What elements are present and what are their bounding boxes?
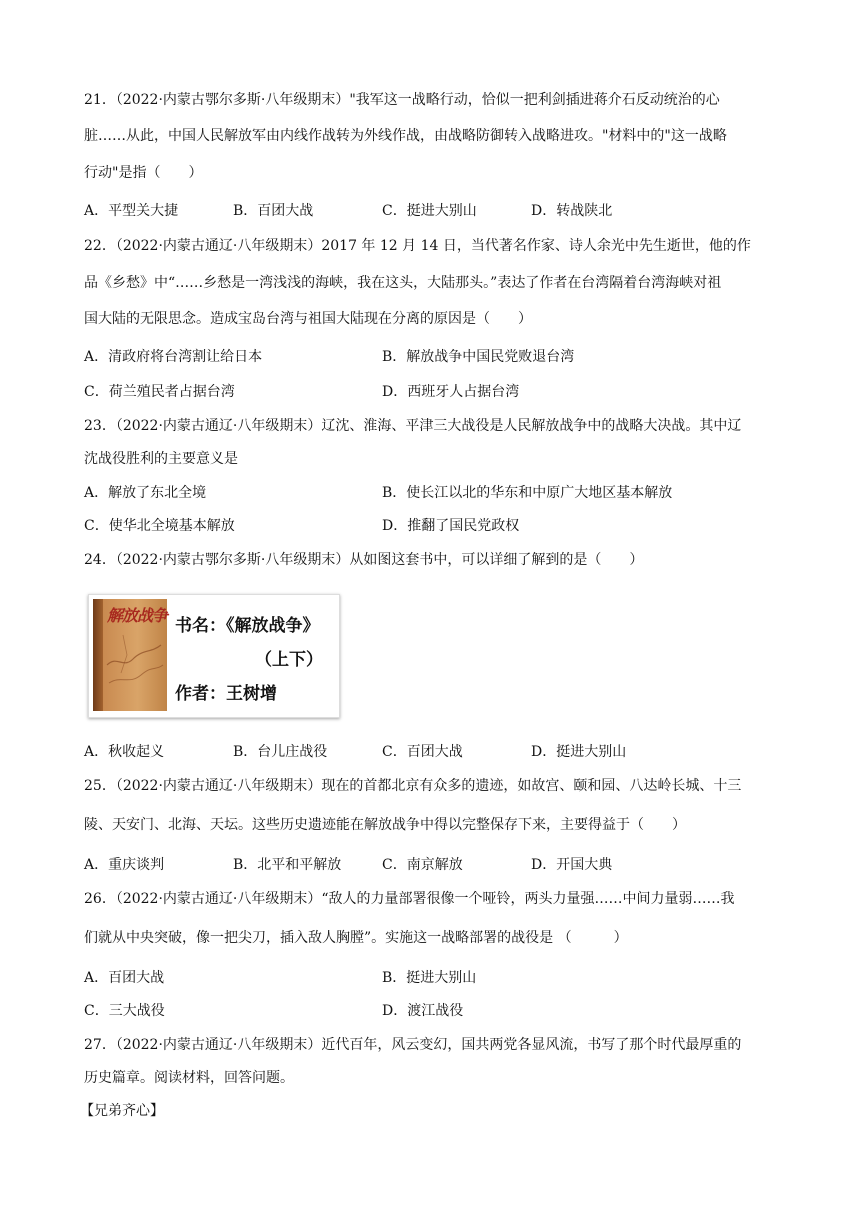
question-24-option-c: C．百团大战 bbox=[382, 744, 463, 760]
book-volume-line: （上下） bbox=[255, 650, 323, 670]
question-23-line-2: 沈战役胜利的主要意义是 bbox=[84, 451, 238, 467]
book-author-line: 作者：王树增 bbox=[175, 684, 277, 704]
question-26-line-1: 26．（2022·内蒙古通辽·八年级期末）“敌人的力量部署很像一个哑铃，两头力量强……中间力量弱……我 bbox=[84, 891, 735, 907]
question-25-option-b: B．北平和平解放 bbox=[233, 857, 342, 873]
question-22-option-a: A．清政府将台湾割让给日本 bbox=[84, 349, 263, 365]
question-22-line-1: 22．（2022·内蒙古通辽·八年级期末）2017 年 12 月 14 日，当代著名作家、诗人余光中先生逝世，他的作 bbox=[84, 238, 751, 254]
map-illustration-icon bbox=[103, 625, 167, 695]
question-23-option-d: D．推翻了国民党政权 bbox=[382, 518, 520, 534]
question-26-option-b: B．挺进大别山 bbox=[382, 970, 477, 986]
book-cover-art bbox=[93, 599, 167, 711]
question-26-option-a: A．百团大战 bbox=[84, 970, 165, 986]
question-22-option-b: B．解放战争中国民党败退台湾 bbox=[382, 349, 575, 365]
book-title-line: 书名：《解放战争》 bbox=[175, 616, 320, 636]
question-27-line-1: 27．（2022·内蒙古通辽·八年级期末）近代百年，风云变幻，国共两党各显风流，书写了那个时代最厚重的 bbox=[84, 1037, 742, 1053]
question-23-option-a: A．解放了东北全境 bbox=[84, 485, 207, 501]
question-26-line-2: 们就从中央突破，像一把尖刀，插入敌人胸膛”。实施这一战略部署的战役是 （ ） bbox=[84, 930, 628, 946]
question-24-line-1: 24．（2022·内蒙古鄂尔多斯·八年级期末）从如图这套书中，可以详细了解到的是（ ） bbox=[84, 552, 644, 568]
question-23-option-b: B．使长江以北的华东和中原广大地区基本解放 bbox=[382, 485, 673, 501]
section-heading: 【兄弟齐心】 bbox=[80, 1103, 164, 1119]
question-25-line-2: 陵、天安门、北海、天坛。这些历史遗迹能在解放战争中得以完整保存下来，主要得益于（ ） bbox=[84, 817, 686, 833]
question-24-option-a: A．秋收起义 bbox=[84, 744, 165, 760]
question-22-line-3: 国大陆的无限思念。造成宝岛台湾与祖国大陆现在分离的原因是（ ） bbox=[84, 311, 532, 327]
book-cover-image bbox=[88, 594, 340, 718]
question-25-line-1: 25．（2022·内蒙古通辽·八年级期末）现在的首都北京有众多的遗迹，如故宫、颐和园、八达岭长城、十三 bbox=[84, 778, 742, 794]
question-27-line-2: 历史篇章。阅读材料，回答问题。 bbox=[84, 1070, 294, 1086]
book-spine bbox=[93, 599, 103, 711]
question-21-line-2: 脏……从此，中国人民解放军由内线作战转为外线作战，由战略防御转入战略进攻。"材料中的"这一战略 bbox=[84, 128, 727, 144]
question-21-option-c: C．挺进大别山 bbox=[382, 203, 477, 219]
question-24-option-b: B．台儿庄战役 bbox=[233, 744, 328, 760]
question-21-option-b: B．百团大战 bbox=[233, 203, 314, 219]
question-25-option-c: C．南京解放 bbox=[382, 857, 463, 873]
question-26-option-d: D．渡江战役 bbox=[382, 1003, 464, 1019]
question-25-option-d: D．开国大典 bbox=[531, 857, 613, 873]
question-23-option-c: C．使华北全境基本解放 bbox=[84, 518, 235, 534]
question-26-option-c: C．三大战役 bbox=[84, 1003, 165, 1019]
question-24-option-d: D．挺进大别山 bbox=[531, 744, 627, 760]
book-cover-calligraphy: 解放战争 bbox=[107, 606, 168, 625]
question-21-option-a: A．平型关大捷 bbox=[84, 203, 179, 219]
question-25-option-a: A．重庆谈判 bbox=[84, 857, 165, 873]
question-21-line-3: 行动"是指（ ） bbox=[84, 165, 203, 181]
question-22-line-2: 品《乡愁》中“……乡愁是一湾浅浅的海峡，我在这头，大陆那头。”表达了作者在台湾隔着台湾海峡对祖 bbox=[84, 275, 722, 291]
question-22-option-c: C．荷兰殖民者占据台湾 bbox=[84, 384, 235, 400]
question-21-line-1: 21．（2022·内蒙古鄂尔多斯·八年级期末）"我军这一战略行动，恰似一把利剑插进蒋介石反动统治的心 bbox=[84, 92, 720, 108]
question-21-option-d: D．转战陕北 bbox=[531, 203, 613, 219]
question-22-option-d: D．西班牙人占据台湾 bbox=[382, 384, 520, 400]
question-23-line-1: 23．（2022·内蒙古通辽·八年级期末）辽沈、淮海、平津三大战役是人民解放战争中的战略大决战。其中辽 bbox=[84, 418, 742, 434]
